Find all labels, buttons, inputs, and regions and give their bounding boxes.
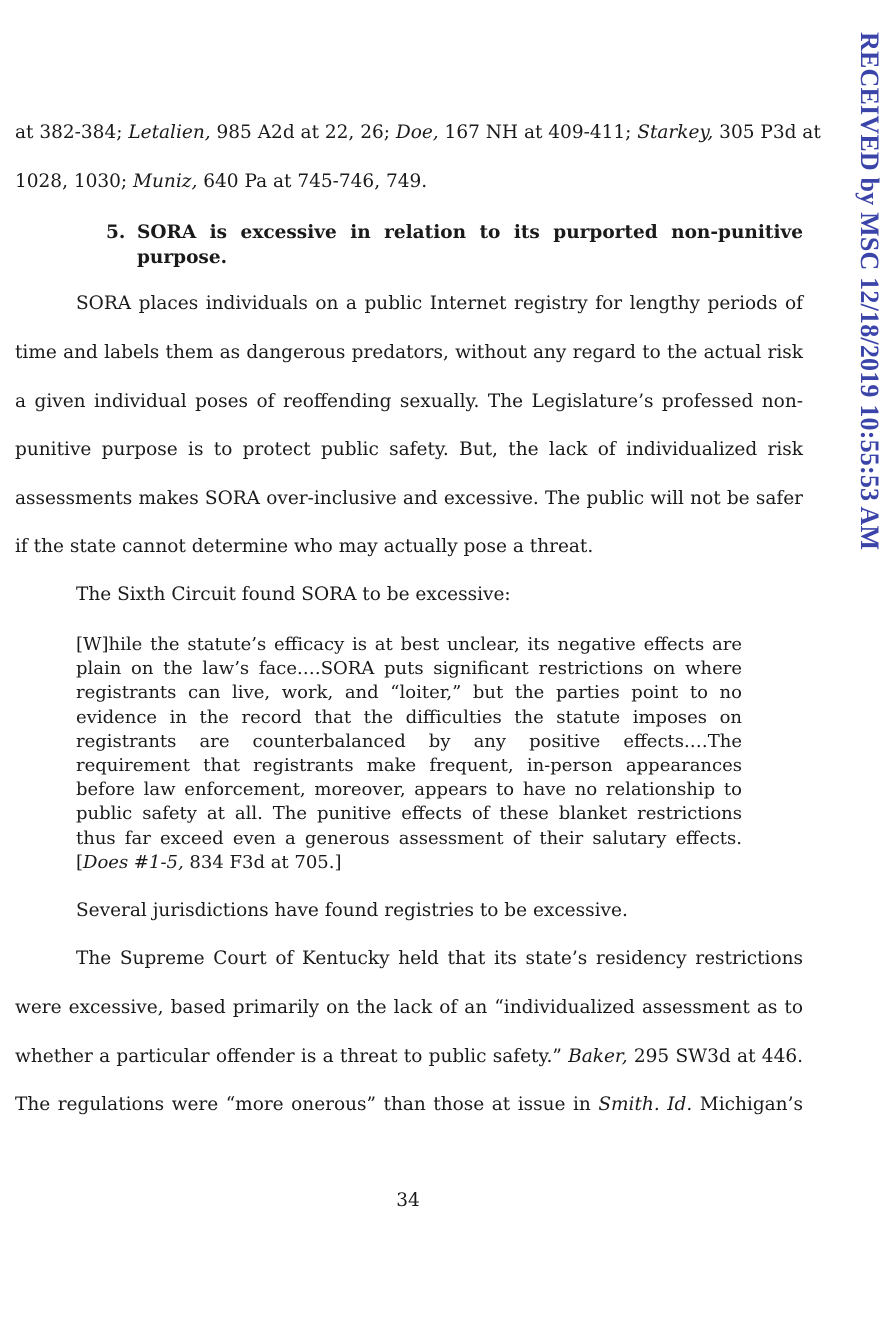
text-run: The regulations were “more onerous” than those at issue in — [15, 1094, 599, 1115]
quote-citation — [76, 851, 742, 875]
text-run: 167 NH at 409-411; — [438, 122, 638, 143]
quote-line: [W]hile the statute’s efficacy is at best unclear, its negative effects are — [76, 634, 742, 655]
quote-line: plain on the law’s face.…SORA puts significant restrictions on where — [76, 658, 742, 680]
paragraph-4-line-2: were excessive, based primarily on the lack of an “individualized assessment as to — [15, 997, 803, 1018]
paragraph-1-line-3: a given individual poses of reoffending sexually. The Legislature’s professed non- — [15, 391, 803, 412]
text-run: whether a particular offender is a threat to public safety.” — [15, 1046, 569, 1067]
text-run: 1028, 1030; — [15, 171, 134, 192]
section-heading — [106, 220, 803, 270]
case-name-does: Does #1-5, — [83, 851, 184, 873]
text-run: 305 P3d at — [713, 122, 821, 143]
case-name-doe: Doe, — [395, 122, 439, 143]
paragraph-1-line-4: punitive purpose is to protect public safety. But, the lack of individualized risk — [15, 439, 803, 460]
text-run: 640 Pa at 745-746, 749. — [197, 171, 428, 192]
text-run: [ — [76, 851, 84, 873]
case-name-baker: Baker, — [568, 1046, 628, 1067]
quote-line: before law enforcement, moreover, appears to have no relationship to — [76, 779, 742, 801]
paragraph-4-line-3 — [15, 1046, 803, 1068]
page-number: 34 — [396, 1190, 420, 1211]
heading-line-1: SORA is excessive in relation to its purported non-punitive — [137, 222, 803, 243]
quote-line: public safety at all. The punitive effects of these blanket restrictions — [76, 803, 742, 825]
citation-line-2 — [15, 171, 803, 193]
quote-line: registrants are counterbalanced by any positive effects.…The — [76, 730, 742, 752]
quote-line: thus far exceed even a generous assessment of their salutary effects. — [76, 827, 742, 849]
case-name-letalien: Letalien, — [128, 122, 211, 143]
text-run: at 382-384; — [15, 122, 129, 143]
paragraph-2: The Sixth Circuit found SORA to be excessive: — [76, 584, 511, 605]
paragraph-1-line-2: time and labels them as dangerous predators, without any regard to the actual risk — [15, 342, 803, 363]
case-name-muniz: Muniz, — [133, 171, 198, 192]
text-run: 295 SW3d at 446. — [627, 1046, 803, 1067]
paragraph-1-line-6: if the state cannot determine who may actually pose a threat. — [15, 536, 594, 557]
text-run: 834 F3d at 705.] — [183, 851, 342, 873]
paragraph-4-line-4 — [15, 1094, 803, 1116]
heading-number: 5. — [106, 222, 126, 243]
citation-line-1 — [15, 122, 821, 144]
case-name-starkey: Starkey, — [637, 122, 714, 143]
quote-line: evidence in the record that the difficulties the statute imposes on — [76, 706, 742, 728]
paragraph-3: Several jurisdictions have found registries to be excessive. — [76, 900, 628, 921]
paragraph-1-line-5: assessments makes SORA over-inclusive and excessive. The public will not be safer — [15, 488, 803, 509]
text-run: 985 A2d at 22, 26; — [210, 122, 396, 143]
heading-line-2: purpose. — [137, 247, 228, 268]
quote-line: registrants can live, work, and “loiter,” but the parties point to no — [76, 682, 742, 704]
block-quote — [76, 633, 742, 875]
case-name-smith: Smith. Id. — [598, 1094, 693, 1115]
paragraph-4-line-1: The Supreme Court of Kentucky held that its state’s residency restrictions — [76, 948, 803, 969]
quote-line: requirement that registrants make frequent, in-person appearances — [76, 755, 742, 777]
text-run: Michigan’s — [692, 1094, 803, 1115]
received-stamp-text: RECEIVED by MSC 12/18/2019 10:55:53 AM — [855, 32, 884, 551]
paragraph-1-line-1: SORA places individuals on a public Internet registry for lengthy periods of — [76, 293, 803, 314]
received-stamp — [846, 32, 894, 572]
